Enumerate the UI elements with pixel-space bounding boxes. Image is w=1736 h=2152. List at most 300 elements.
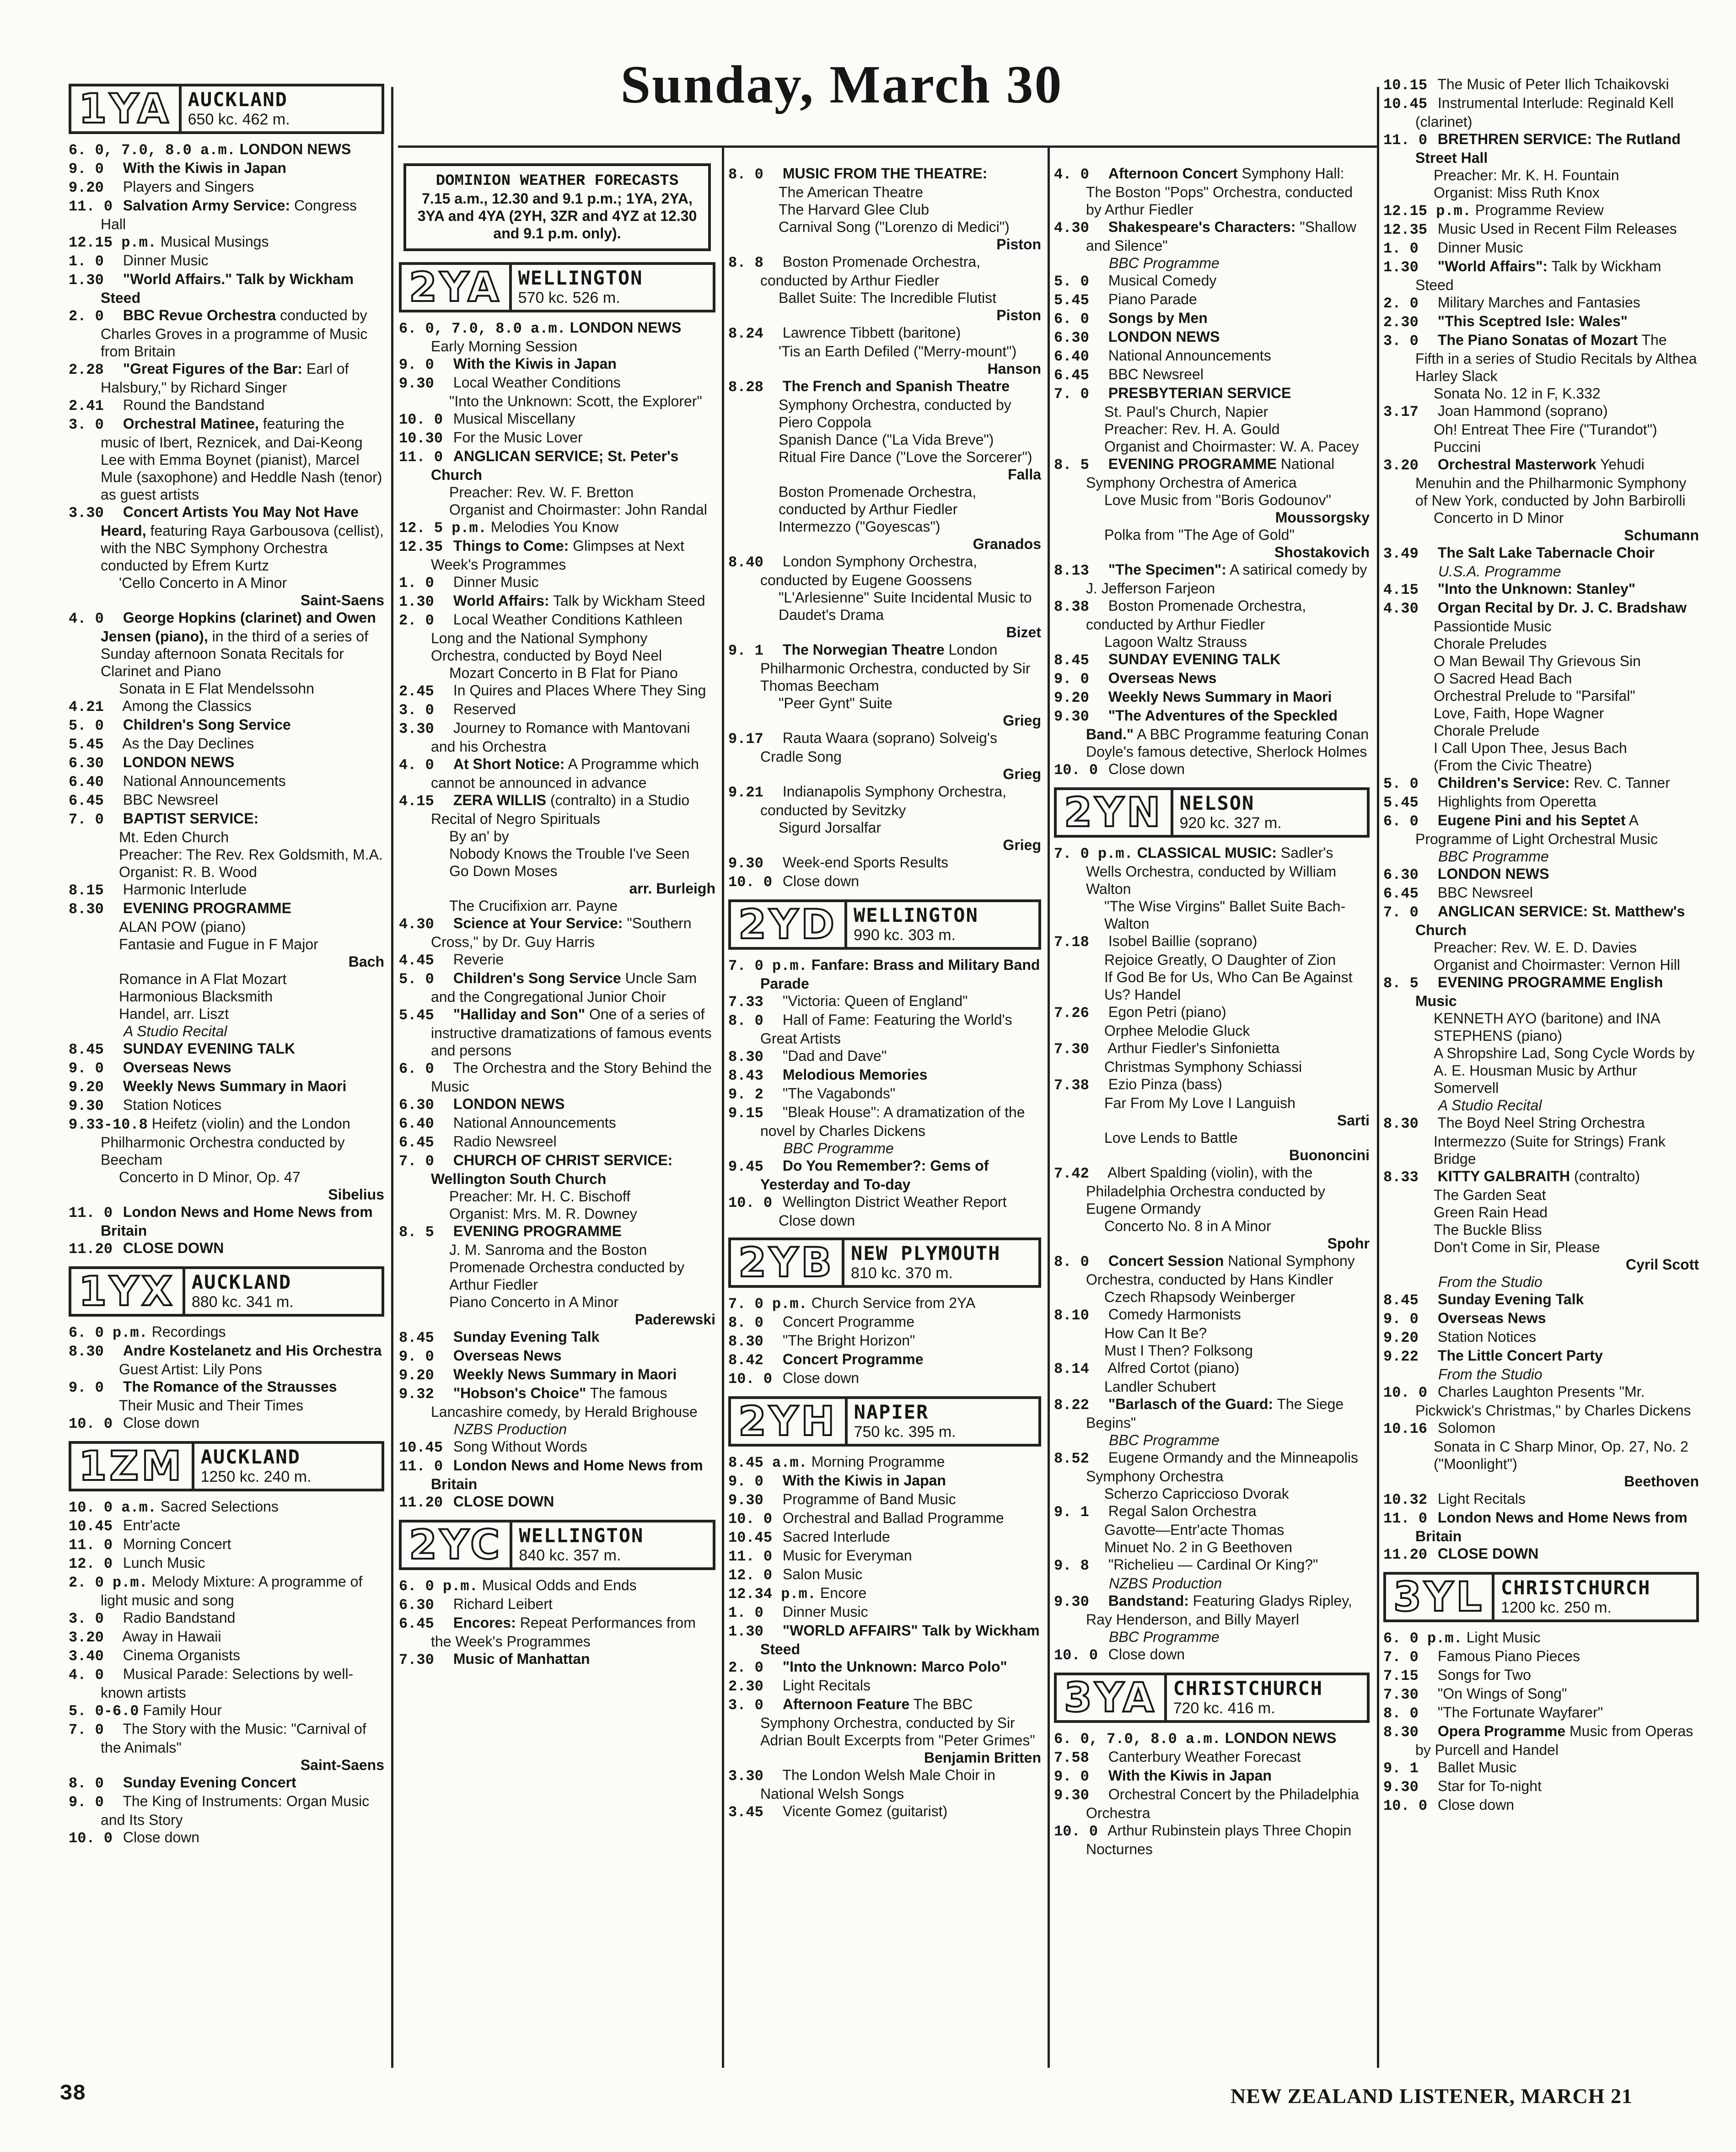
programme-time: 4.45: [399, 952, 434, 969]
programme-text: "Southern Cross," by Dr. Guy Harris: [431, 915, 692, 950]
programme-time: 6. 0, 7.0, 8.0 a.m.: [1054, 1731, 1221, 1748]
programme-title: LONDON NEWS: [1437, 866, 1549, 882]
programme-title: CLASSICAL MUSIC:: [1137, 845, 1277, 861]
programme-time: 8.45: [69, 1041, 104, 1058]
programme-detail: Organist: Miss Ruth Knox: [1434, 184, 1600, 201]
programme-text: featuring the music of Ibert, Reznicek, and Dai-Keong Lee with Emma Boynet (pianist), Marcel Mule (saxophone) and Heddle Nash (tenor) as guest artists: [101, 415, 382, 503]
programme-time: 9.20: [1054, 689, 1089, 706]
programme-detail: Czech Rhapsody Weinberger: [1104, 1289, 1295, 1305]
programme-text: Glimpses at Next Week's Programmes: [431, 538, 684, 573]
programme-item: [69, 360, 384, 396]
programme-time: 12.15 p.m.: [69, 234, 157, 251]
composer-credit: Benjamin Britten: [924, 1749, 1041, 1766]
programme-time: 9.15: [728, 1105, 763, 1122]
programme-text: "The Vagabonds": [782, 1085, 896, 1102]
programme-time: 10.45: [399, 1439, 443, 1456]
programme-title: "Into the Unknown: Stanley": [1437, 581, 1636, 597]
programme-item: [399, 1347, 715, 1366]
station-info: [1167, 1675, 1329, 1720]
programme-time: 6.40: [399, 1115, 434, 1132]
station-info: [512, 1523, 650, 1567]
programme-time: 6.40: [69, 774, 104, 791]
programme-item: [399, 719, 715, 755]
programme-time: 11.20: [69, 1241, 113, 1258]
programme-time: 1. 0: [728, 1604, 763, 1621]
programme-text: National Announcements: [123, 773, 286, 789]
station-header: [1054, 787, 1370, 838]
station-header: [728, 899, 1041, 950]
programme-item: [399, 1650, 715, 1669]
programme-title: Orchestral Matinee,: [123, 415, 259, 432]
programme-item: [1383, 130, 1699, 167]
programme-time: 8. 0: [728, 1314, 763, 1331]
programme-source: A Studio Recital: [124, 1023, 227, 1039]
station-city: WELLINGTON: [854, 904, 978, 926]
programme-text: For the Music Lover: [453, 429, 583, 446]
programme-item: [728, 1802, 1041, 1821]
programme-item: [1054, 1449, 1370, 1485]
programme-item: [69, 1059, 384, 1077]
programme-time: 4.30: [399, 916, 434, 933]
programme-text: London Symphony Orchestra, conducted by Eugene Goossens: [760, 553, 978, 588]
programme-item: [399, 700, 715, 719]
programme-text: Charles Laughton Presents "Mr. Pickwick's Christmas," by Charles Dickens: [1415, 1383, 1691, 1419]
programme-text: Recordings: [151, 1323, 226, 1340]
programme-item: [1054, 455, 1370, 491]
programme-detail: O Man Bewail Thy Grievous Sin: [1434, 653, 1641, 669]
programme-detail: The Harvard Glee Club: [779, 201, 930, 218]
programme-text: Boston Promenade Orchestra, conducted by Arthur Fiedler: [1086, 597, 1306, 633]
programme-item: [399, 1095, 715, 1114]
programme-text: Arthur Fiedler's Sinfonietta: [1107, 1040, 1280, 1056]
programme-title: Concert Programme: [782, 1351, 924, 1367]
programme-text: The Boyd Neel String Orchestra: [1437, 1114, 1645, 1131]
programme-text: Arthur Rubinstein plays Three Chopin Nocturnes: [1086, 1822, 1352, 1857]
programme-title: EVENING PROGRAMME: [453, 1223, 622, 1239]
programme-item: [399, 755, 715, 791]
programme-title: Science at Your Service:: [453, 915, 623, 931]
programme-title: Sunday Evening Concert: [123, 1774, 296, 1791]
programme-text: conducted by Charles Groves in a programme of Music from Britain: [101, 307, 368, 360]
programme-item: [1054, 1252, 1370, 1288]
programme-time: 9. 0: [69, 1060, 104, 1077]
composer-credit: Grieg: [1003, 712, 1041, 729]
programme-title: SUNDAY EVENING TALK: [1108, 651, 1281, 667]
programme-time: 9. 0: [728, 1473, 763, 1490]
programme-text: Military Marches and Fantasies: [1437, 294, 1640, 311]
programme-text: Boston Promenade Orchestra, conducted by Arthur Fiedler: [760, 253, 981, 289]
programme-text: In Quires and Places Where They Sing: [453, 682, 706, 699]
programme-detail: The Buckle Bliss: [1434, 1221, 1542, 1238]
programme-time: 9.17: [728, 731, 763, 748]
programme-text: Star for To-night: [1437, 1778, 1542, 1794]
programme-time: 9.30: [69, 1098, 104, 1114]
programme-time: 2.30: [1383, 314, 1419, 331]
programme-time: 7. 0: [1383, 904, 1419, 921]
programme-time: 7. 0: [1383, 1649, 1419, 1666]
programme-item: [1383, 865, 1699, 884]
station-frequency: 650 kc. 462 m.: [188, 111, 290, 128]
programme-detail: O Sacred Head Bach: [1434, 670, 1572, 687]
programme-item: [1054, 366, 1370, 384]
programme-time: 3.20: [1383, 457, 1419, 474]
programme-item: [728, 1350, 1041, 1369]
programme-item: [1054, 1822, 1370, 1858]
programme-item: [69, 252, 384, 270]
programme-time: 5. 0: [399, 971, 434, 988]
programme-time: 11. 0: [69, 1205, 113, 1221]
programme-text: Heifetz (violin) and the London Philharmonic Orchestra conducted by Beecham: [101, 1115, 350, 1168]
programme-time: 7. 0 p.m.: [728, 1296, 807, 1313]
programme-detail: Concerto in D Minor, Op. 47: [119, 1169, 301, 1185]
programme-time: 10. 0: [728, 1371, 773, 1388]
programme-time: 2.30: [728, 1678, 763, 1695]
programme-time: 7.30: [1054, 1041, 1089, 1058]
programme-time: 7. 0 p.m.: [728, 958, 807, 974]
programme-time: 6.30: [399, 1597, 434, 1614]
station-call-sign: 1ZM: [71, 1444, 194, 1489]
programme-text: Hall of Fame: Featuring the World's Great Artists: [760, 1011, 1012, 1047]
programme-title: Sunday Evening Talk: [453, 1329, 600, 1345]
programme-text: Sacred Selections: [160, 1498, 279, 1515]
programme-time: 8.30: [728, 1333, 763, 1350]
programme-text: Musical Comedy: [1108, 272, 1217, 289]
programme-item: [1383, 1419, 1699, 1438]
programme-time: 2.45: [399, 683, 434, 700]
station-info: [182, 86, 296, 131]
programme-text: Canterbury Weather Forecast: [1108, 1748, 1301, 1765]
programme-title: Sunday Evening Talk: [1437, 1291, 1584, 1307]
programme-time: 11.20: [1383, 1546, 1428, 1563]
programme-text: Reserved: [453, 701, 516, 717]
programme-item: [1383, 1328, 1699, 1347]
station-city: CHRISTCHURCH: [1501, 1576, 1651, 1599]
station-info: [847, 902, 985, 947]
programme-title: London News and Home News from Britain: [431, 1457, 703, 1492]
programme-time: 3.30: [399, 721, 434, 737]
composer-credit: arr. Burleigh: [629, 880, 715, 897]
programme-text: BBC Newsreel: [1108, 366, 1204, 382]
programme-title: EVENING PROGRAMME: [1108, 456, 1277, 472]
programme-detail: "L'Arlesienne" Suite Incidental Music to Daudet's Drama: [779, 589, 1032, 623]
programme-title: The Romance of the Strausses: [123, 1378, 337, 1395]
programme-text: Light Recitals: [782, 1677, 871, 1694]
programme-time: 6. 0 p.m.: [1383, 1630, 1462, 1647]
programme-text: Wellington District Weather Report: [782, 1194, 1007, 1210]
programme-text: Concert Programme: [782, 1313, 914, 1330]
programme-time: 12. 0: [69, 1555, 113, 1572]
programme-time: 11.20: [399, 1494, 443, 1511]
programme-time: 12.34 p.m.: [728, 1586, 817, 1603]
programme-text: Entr'acte: [123, 1517, 181, 1533]
programme-time: 6.45: [1054, 367, 1089, 384]
programme-title: The French and Spanish Theatre: [782, 378, 1010, 394]
programme-detail: Love Lends to Battle: [1104, 1130, 1238, 1146]
programme-time: 3. 0: [69, 1610, 104, 1627]
programme-item: [728, 1677, 1041, 1695]
programme-title: ANGLICAN SERVICE: St. Matthew's Church: [1415, 903, 1685, 938]
programme-time: 1. 0: [1383, 240, 1419, 257]
programme-item: [1054, 328, 1370, 347]
station-city: CHRISTCHURCH: [1173, 1677, 1323, 1700]
programme-item: [1054, 1646, 1370, 1664]
programme-time: 10.45: [728, 1529, 773, 1546]
programme-item: [728, 1472, 1041, 1490]
column-3: [728, 165, 1041, 1821]
composer-credit: Falla: [1008, 466, 1041, 483]
programme-time: 7. 0: [1054, 386, 1089, 403]
programme-time: 10. 0 a.m.: [69, 1499, 157, 1516]
programme-item: [69, 396, 384, 415]
programme-detail: Organist: Mrs. M. R. Downey: [449, 1205, 637, 1222]
programme-time: 10.45: [69, 1518, 113, 1535]
programme-text: Harmonic Interlude: [123, 881, 247, 898]
programme-detail: Love Music from "Boris Godounov": [1104, 492, 1331, 508]
programme-detail: Ritual Fire Dance ("Love the Sorcerer"): [779, 449, 1032, 465]
programme-title: George Hopkins (clarinet) and Owen Jensen (piano),: [101, 609, 376, 645]
programme-title: The Little Concert Party: [1437, 1347, 1603, 1364]
programme-detail: Fantasie and Fugue in F Major: [119, 936, 318, 952]
programme-text: Week-end Sports Results: [782, 854, 949, 871]
programme-detail: The Crucifixion arr. Payne: [449, 898, 618, 914]
programme-item: [1383, 201, 1699, 220]
programme-time: 8. 5: [1383, 975, 1419, 992]
station-city: WELLINGTON: [519, 1524, 644, 1547]
programme-time: 8.30: [1383, 1115, 1419, 1132]
station-call-sign: 2YB: [731, 1240, 844, 1285]
station-info: [844, 1240, 1007, 1285]
programme-time: 8.45 a.m.: [728, 1454, 807, 1471]
programme-detail: Concerto in D Minor: [1434, 510, 1564, 526]
programme-time: 4. 0: [69, 1667, 104, 1684]
programme-item: [1383, 1704, 1699, 1722]
programme-item: [1054, 1306, 1370, 1324]
programme-text: Joan Hammond (soprano): [1437, 403, 1608, 419]
programme-text: Uncle Sam and the Congregational Junior Choir: [431, 970, 697, 1005]
programme-text: Close down: [123, 1829, 200, 1845]
composer-credit: Piston: [996, 236, 1041, 253]
programme-title: Organ Recital by Dr. J. C. Bradshaw: [1437, 599, 1687, 616]
programme-title: Children's Service:: [1437, 775, 1570, 791]
programme-title: CLOSE DOWN: [123, 1240, 224, 1256]
programme-time: 2. 0 p.m.: [69, 1574, 148, 1591]
programme-detail: Sonata in E Flat Mendelssohn: [119, 680, 314, 697]
programme-title: Eugene Pini and his Septet: [1437, 812, 1626, 829]
programme-detail: Green Rain Head: [1434, 1204, 1548, 1221]
programme-time: 12.35: [1383, 221, 1428, 238]
station-frequency: 720 kc. 416 m.: [1173, 1700, 1275, 1717]
programme-title: With the Kiwis in Japan: [1108, 1767, 1272, 1784]
programme-text: Solomon: [1437, 1420, 1496, 1436]
programme-text: Indianapolis Symphony Orchestra, conducted by Sevitzky: [760, 783, 1007, 818]
programme-title: With the Kiwis in Japan: [123, 160, 286, 176]
programme-item: [399, 791, 715, 828]
programme-item: [1383, 1383, 1699, 1419]
programme-title: KITTY GALBRAITH: [1437, 1168, 1570, 1184]
station-frequency: 750 kc. 395 m.: [854, 1423, 956, 1441]
programme-title: LONDON NEWS: [453, 1096, 565, 1112]
programme-source: BBC Programme: [1109, 1432, 1220, 1448]
programme-item: [1054, 1786, 1370, 1822]
programme-text: Musical Musings: [160, 233, 269, 250]
programme-item: [399, 573, 715, 592]
composer-credit: Moussorgsky: [1275, 509, 1370, 526]
station-call-sign: 2YN: [1057, 790, 1173, 835]
programme-detail: Boston Promenade Orchestra, conducted by Arthur Fiedler: [779, 484, 977, 517]
programme-item: [69, 159, 384, 178]
programme-title: ZERA WILLIS: [453, 792, 547, 808]
programme-title: The Salt Lake Tabernacle Choir: [1437, 544, 1655, 561]
programme-item: [399, 1366, 715, 1384]
programme-item: [69, 810, 384, 829]
programme-text: Orchestral and Ballad Programme: [782, 1510, 1004, 1526]
programme-time: 9. 0: [1054, 671, 1089, 688]
programme-detail: Ballet Suite: The Incredible Flutist: [779, 290, 997, 306]
programme-time: 10. 0: [1054, 1647, 1098, 1664]
programme-item: [728, 165, 1041, 183]
programme-text: Featuring Gladys Ripley, Ray Henderson, and Billy Mayerl: [1086, 1592, 1352, 1628]
programme-item: [399, 1614, 715, 1650]
programme-item: [69, 1774, 384, 1792]
programme-title: Encores:: [453, 1614, 516, 1631]
programme-time: 8.45: [1054, 652, 1089, 669]
programme-text: Musical Parade: Selections by well-known artists: [101, 1666, 354, 1701]
programme-detail: How Can It Be?: [1104, 1325, 1207, 1341]
programme-text: Eugene Ormandy and the Minneapolis Symphony Orchestra: [1086, 1449, 1359, 1485]
programme-detail: Intermezzo ("Goyescas"): [779, 518, 941, 535]
programme-text: Lawrence Tibbett (baritone): [782, 324, 961, 341]
programme-time: 5. 0: [69, 717, 104, 734]
station-frequency: 570 kc. 526 m.: [518, 289, 620, 307]
programme-detail: A Shropshire Lad, Song Cycle Words by A. E. Housman Music by Arthur Somervell: [1434, 1045, 1695, 1096]
programme-item: [1054, 1076, 1370, 1094]
programme-item: [728, 1085, 1041, 1103]
programme-item: [1383, 94, 1699, 130]
programme-time: 12. 5 p.m.: [399, 520, 487, 537]
programme-text: BBC Newsreel: [1437, 884, 1533, 901]
programme-item: [69, 1378, 384, 1397]
station-frequency: 880 kc. 341 m.: [191, 1293, 294, 1311]
programme-time: 5. 0: [1054, 273, 1089, 290]
programme-time: 7. 0: [399, 1153, 434, 1170]
programme-item: [399, 1133, 715, 1151]
programme-item: [728, 1566, 1041, 1584]
programme-time: 6. 0: [1054, 311, 1089, 328]
programme-item: [69, 1517, 384, 1535]
programme-item: [1054, 309, 1370, 328]
programme-time: 9.32: [399, 1386, 434, 1403]
programme-item: [69, 1096, 384, 1115]
programme-item: [69, 140, 384, 159]
programme-time: 5.45: [1383, 794, 1419, 811]
programme-text: Orchestral Concert by the Philadelphia Orchestra: [1086, 1786, 1359, 1821]
programme-detail: Carnival Song ("Lorenzo di Medici"): [779, 219, 1010, 235]
programme-title: "Great Figures of the Bar:: [123, 360, 303, 377]
programme-title: London News and Home News from Britain: [101, 1204, 373, 1239]
programme-text: Richard Leibert: [453, 1596, 553, 1612]
programme-title: "Into the Unknown: Marco Polo": [782, 1658, 1007, 1675]
programme-text: Local Weather Conditions Kathleen Long and the National Symphony Orchestra, conducted by Boyd Neel: [431, 611, 683, 664]
programme-detail: "Peer Gynt" Suite: [779, 695, 892, 711]
programme-item: [399, 1493, 715, 1512]
programme-text: The Music of Peter Ilich Tchaikovski: [1437, 76, 1669, 92]
programme-text: Ezio Pinza (bass): [1108, 1076, 1222, 1092]
programme-item: [69, 1115, 384, 1168]
programme-time: 10.16: [1383, 1420, 1428, 1437]
programme-item: [728, 783, 1041, 819]
programme-item: [399, 537, 715, 573]
programme-time: 7.18: [1054, 934, 1089, 951]
programme-detail: Love, Faith, Hope Wagner: [1434, 705, 1604, 721]
programme-detail: Orchestral Prelude to "Parsifal": [1434, 688, 1635, 704]
programme-title: Concert Session: [1108, 1253, 1224, 1269]
programme-time: 10. 0: [69, 1415, 113, 1432]
programme-item: [69, 735, 384, 753]
programme-text: Rev. C. Tanner: [1569, 775, 1670, 791]
programme-time: 2. 0: [69, 308, 104, 325]
programme-time: 8.42: [728, 1352, 763, 1369]
programme-time: 9. 0: [1054, 1768, 1089, 1785]
programme-item: [69, 1239, 384, 1258]
programme-time: 5.45: [69, 736, 104, 753]
programme-time: 9. 0: [399, 356, 434, 373]
programme-detail: Harmonious Blacksmith: [119, 988, 273, 1005]
programme-time: 9. 2: [728, 1086, 763, 1103]
programme-time: 4.30: [1383, 600, 1419, 617]
programme-item: [69, 415, 384, 503]
programme-item: [1383, 580, 1699, 599]
programme-title: Bandstand:: [1108, 1592, 1189, 1609]
programme-source: From the Studio: [1438, 1366, 1543, 1383]
station-info: [1494, 1575, 1657, 1619]
programme-item: [399, 951, 715, 969]
programme-text: Local Weather Conditions: [453, 374, 621, 391]
programme-item: [69, 1414, 384, 1433]
programme-title: Opera Programme: [1437, 1723, 1566, 1739]
programme-item: [69, 753, 384, 772]
programme-detail: Preacher: Mr. K. H. Fountain: [1434, 167, 1619, 183]
programme-detail: Organist and Choirmaster: John Randal: [449, 501, 707, 518]
programme-title: ANGLICAN SERVICE; St. Peter's Church: [431, 448, 679, 483]
programme-item: [69, 1498, 384, 1517]
programme-time: 9.20: [1383, 1329, 1419, 1346]
composer-credit: Hanson: [987, 360, 1041, 377]
programme-detail: Lagoon Waltz Strauss: [1104, 634, 1247, 650]
programme-detail: Preacher: Rev. H. A. Gould: [1104, 421, 1280, 437]
programme-time: 6. 0: [1383, 813, 1419, 830]
programme-detail: Sigurd Jorsalfar: [779, 819, 881, 836]
programme-text: One of a series of instructive dramatizations of famous events and persons: [431, 1006, 712, 1059]
programme-item: [69, 1609, 384, 1628]
programme-title: LONDON NEWS: [1225, 1730, 1337, 1746]
programme-title: BBC Revue Orchestra: [123, 307, 276, 323]
programme-item: [1383, 812, 1699, 848]
programme-source: NZBS Production: [1109, 1575, 1222, 1592]
programme-item: [1383, 1759, 1699, 1777]
composer-credit: Grieg: [1003, 766, 1041, 782]
programme-detail: "Into the Unknown: Scott, the Explorer": [449, 393, 702, 409]
composer-credit: Beethoven: [1624, 1473, 1699, 1490]
weather-forecast-box: [403, 163, 711, 251]
programme-source: From the Studio: [1438, 1274, 1543, 1290]
programme-item: [1383, 456, 1699, 509]
programme-time: 8.38: [1054, 598, 1089, 615]
station-call-sign: 1YA: [71, 86, 182, 131]
programme-time: 4. 0: [399, 757, 434, 774]
programme-text: Morning Concert: [123, 1536, 231, 1552]
programme-item: [728, 553, 1041, 589]
programme-time: 2.41: [69, 398, 104, 414]
